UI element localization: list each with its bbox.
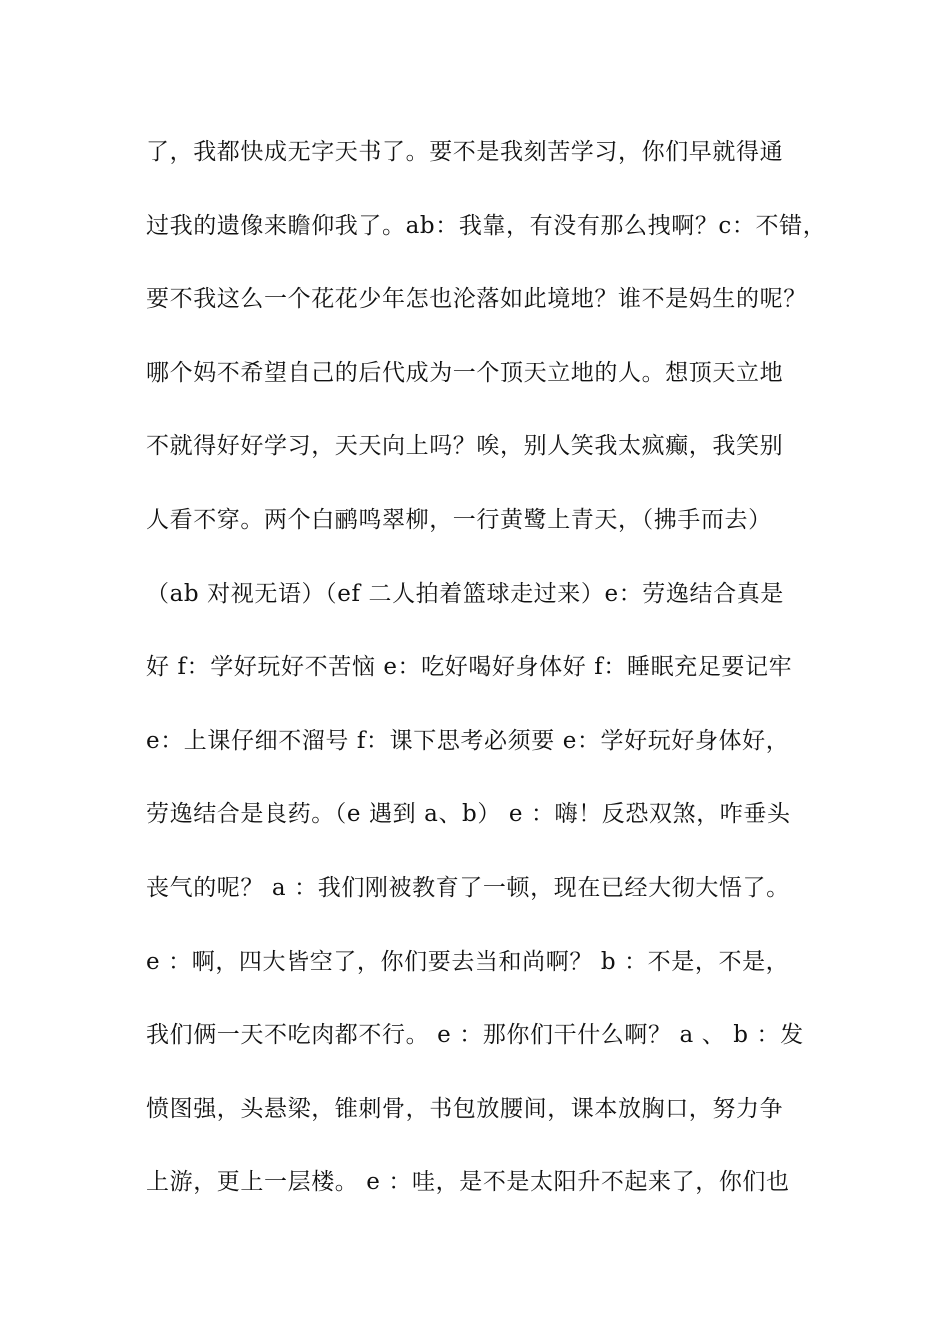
text-line-12: e ：啊，四大皆空了，你们要去当和尚啊？ b ：不是，不是，: [146, 948, 790, 975]
text-line-6: 人看不穿。两个白鹂鸣翠柳，一行黄鹭上青天，（拂手而去）: [146, 506, 772, 533]
text-line-13: 我们俩一天不吃肉都不行。 e ：那你们干什么啊？ a 、 b ：发: [146, 1022, 804, 1049]
text-line-11: 丧气的呢？ a ：我们刚被教育了一顿，现在已经大彻大悟了。: [146, 874, 790, 901]
text-line-1: 了，我都快成无字天书了。要不是我刻苦学习，你们早就得通: [146, 139, 784, 165]
text-line-8: 好 f：学好玩好不苦恼 e：吃好喝好身体好 f：睡眠充足要记牢: [146, 654, 793, 681]
text-line-15: 上游，更上一层楼。 e ：哇，是不是太阳升不起来了，你们也: [146, 1169, 790, 1196]
text-line-9: e：上课仔细不溜号 f：课下思考必须要 e：学好玩好身体好，: [146, 727, 790, 754]
text-line-5: 不就得好好学习，天天向上吗？唉，别人笑我太疯癫，我笑别: [146, 433, 784, 460]
text-line-7: （ab 对视无语）（ef 二人拍着篮球走过来）e：劳逸结合真是: [146, 580, 784, 607]
text-line-2: 过我的遗像来瞻仰我了。ab：我靠，有没有那么拽啊？c：不错，: [146, 212, 827, 239]
text-line-10: 劳逸结合是良药。（e 遇到 a、b） e ：嗨！反恐双煞，咋垂头: [146, 801, 791, 828]
body-text: [146, 132, 846, 1236]
text-line-14: 愤图强，头悬梁，锥刺骨，书包放腰间，课本放胸口，努力争: [146, 1095, 784, 1122]
text-line-4: 哪个妈不希望自己的后代成为一个顶天立地的人。想顶天立地: [146, 359, 784, 386]
text-line-3: 要不我这么一个花花少年怎也沦落如此境地？谁不是妈生的呢？: [146, 286, 807, 313]
